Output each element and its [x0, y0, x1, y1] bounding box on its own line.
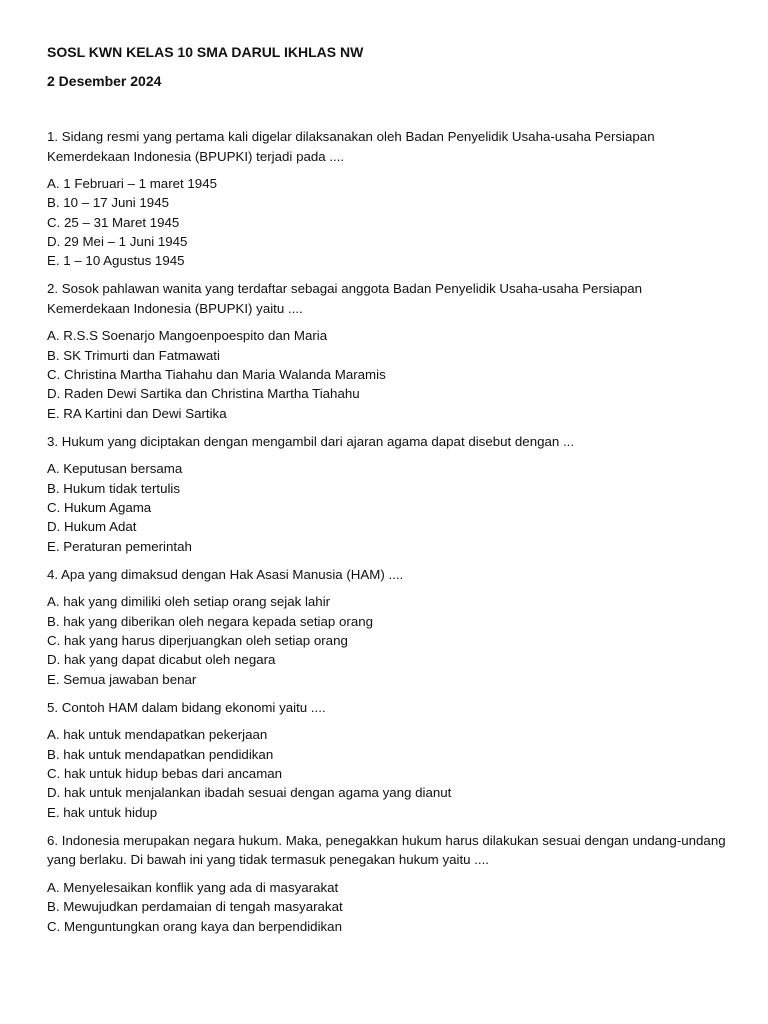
question-4	[47, 565, 727, 689]
answer-option-c: C. Hukum Agama	[47, 500, 152, 516]
answer-option-e: E. 1 – 10 Agustus 1945	[47, 253, 185, 269]
document-header	[47, 43, 727, 90]
answer-option-b: B. 10 – 17 Juni 1945	[47, 195, 169, 211]
answer-options	[47, 174, 727, 270]
answer-option-a: A. hak yang dimiliki oleh setiap orang sejak lahir	[47, 594, 331, 610]
question-list	[47, 127, 727, 936]
question-6	[47, 831, 727, 936]
answer-option-e: E. hak untuk hidup	[47, 804, 158, 820]
question-text: 4. Apa yang dimaksud dengan Hak Asasi Manusia (HAM) ....	[47, 566, 404, 582]
answer-option-c: C. 25 – 31 Maret 1945	[47, 214, 180, 230]
question-5	[47, 698, 727, 822]
question-text: 1. Sidang resmi yang pertama kali digelar dilaksanakan oleh Badan Penyelidik Usaha-usaha Persiapan Kemerdekaan Indonesia (BPUPKI) terjadi pada ....	[47, 129, 655, 164]
document-title: SOSL KWN KELAS 10 SMA DARUL IKHLAS NW	[47, 44, 364, 60]
answer-option-e: E. RA Kartini dan Dewi Sartika	[47, 405, 227, 421]
answer-option-b: B. Hukum tidak tertulis	[47, 480, 181, 496]
answer-option-d: D. Hukum Adat	[47, 519, 137, 535]
answer-options	[47, 592, 727, 688]
answer-option-d: D. 29 Mei – 1 Juni 1945	[47, 233, 188, 249]
answer-option-c: C. Menguntungkan orang kaya dan berpendidikan	[47, 918, 342, 934]
question-text: 5. Contoh HAM dalam bidang ekonomi yaitu ....	[47, 699, 326, 715]
document-date: 2 Desember 2024	[47, 73, 162, 89]
answer-option-d: D. hak yang dapat dicabut oleh negara	[47, 652, 276, 668]
answer-option-c: C. hak untuk hidup bebas dari ancaman	[47, 766, 283, 782]
answer-option-a: A. Keputusan bersama	[47, 461, 183, 477]
answer-option-b: B. hak untuk mendapatkan pendidikan	[47, 746, 274, 762]
question-2	[47, 279, 727, 422]
answer-option-c: C. hak yang harus diperjuangkan oleh setiap orang	[47, 633, 348, 649]
answer-option-a: A. 1 Februari – 1 maret 1945	[47, 176, 217, 191]
answer-option-e: E. Peraturan pemerintah	[47, 538, 192, 554]
answer-options	[47, 326, 727, 422]
answer-options	[47, 878, 727, 936]
answer-option-d: D. hak untuk menjalankan ibadah sesuai dengan agama yang dianut	[47, 785, 452, 801]
answer-option-b: B. SK Trimurti dan Fatmawati	[47, 347, 220, 363]
answer-options	[47, 725, 727, 821]
answer-option-b: B. hak yang diberikan oleh negara kepada setiap orang	[47, 613, 374, 629]
answer-option-d: D. Raden Dewi Sartika dan Christina Martha Tiahahu	[47, 386, 360, 402]
question-3	[47, 432, 727, 556]
answer-option-a: A. R.S.S Soenarjo Mangoenpoespito dan Maria	[47, 328, 328, 344]
answer-option-e: E. Semua jawaban benar	[47, 671, 197, 687]
question-text: 3. Hukum yang diciptakan dengan mengambil dari ajaran agama dapat disebut dengan ...	[47, 433, 575, 449]
answer-options	[47, 459, 727, 555]
answer-option-a: A. hak untuk mendapatkan pekerjaan	[47, 727, 268, 743]
question-1	[47, 127, 727, 270]
answer-option-c: C. Christina Martha Tiahahu dan Maria Walanda Maramis	[47, 367, 386, 383]
answer-option-b: B. Mewujudkan perdamaian di tengah masyarakat	[47, 899, 343, 915]
question-text: 6. Indonesia merupakan negara hukum. Maka, penegakkan hukum harus dilakukan sesuai dengan undang-undang yang berlaku. Di bawah ini yang tidak termasuk penegakan hukum yaitu ....	[47, 832, 726, 868]
question-text: 2. Sosok pahlawan wanita yang terdaftar sebagai anggota Badan Penyelidik Usaha-usaha Persiapan Kemerdekaan Indonesia (BPUPKI) yaitu ....	[47, 281, 643, 316]
answer-option-a: A. Menyelesaikan konflik yang ada di masyarakat	[47, 879, 339, 895]
